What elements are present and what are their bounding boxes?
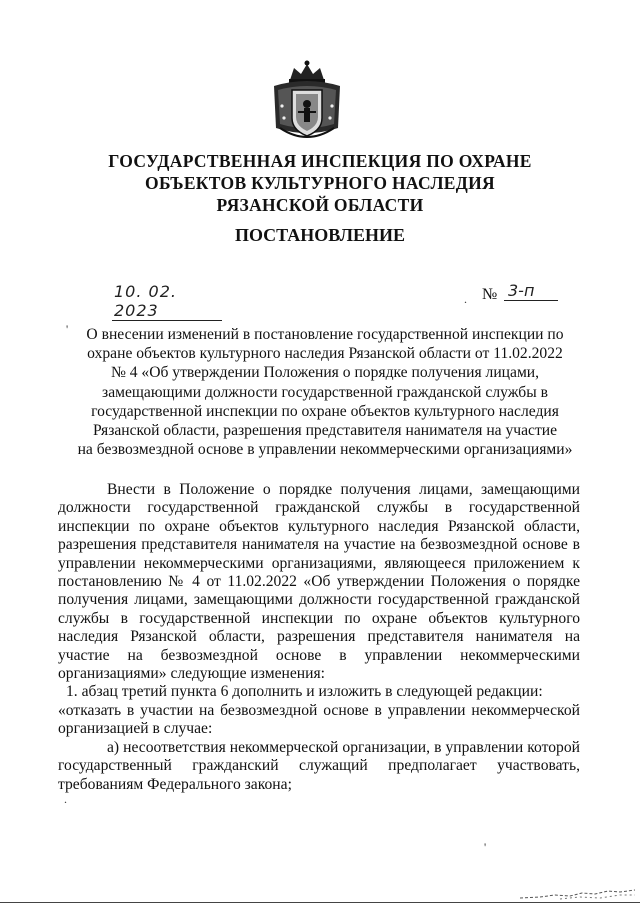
title-line: Рязанской области, разрешения представителя нанимателя на участие: [92, 422, 558, 440]
scan-bottom-edge: [0, 902, 640, 903]
intro-paragraph: Внести в Положение о порядке получения лицами, замещающими должности государственной гражданской службы в государственной инспекции по охране объектов культурного наследия Рязанской области, разрешения представителя нанимателя на участие на безвозмездной основе в управлении некоммерческими организациями, являющееся приложением к постановлению № 4 от 11.02.2022 «Об утверждении Положения о порядке получения лицами, замещающими должности государственной гражданской службы в государственной инспекции по охране объектов культурного наследия Рязанской области, разрешения представителя нанимателя на участие на безвозмездной основе в управлении некоммерческими организациями» следующие изменения:: [58, 481, 580, 683]
title-line: на безвозмездной основе в управлении некоммерческими организациями»: [77, 441, 573, 459]
document-date: 10. 02. 2023: [112, 282, 222, 321]
scan-speck: .: [464, 292, 467, 306]
document-number: 3-п: [504, 281, 558, 301]
document-body: [58, 481, 580, 794]
org-name-line: ОБЪЕКТОВ КУЛЬТУРНОГО НАСЛЕДИЯ: [145, 173, 495, 193]
scan-speck: .: [64, 792, 67, 806]
title-line: государственной инспекции по охране объектов культурного наследия: [91, 402, 559, 420]
quote-paragraph: «отказать в участии на безвозмездной основе в управлении некоммерческой организацией в случае:: [58, 701, 580, 738]
org-name-line: РЯЗАНСКОЙ ОБЛАСТИ: [216, 195, 424, 215]
title-line: № 4 «Об утверждении Положения о порядке получения лицами,: [110, 364, 540, 382]
ryazan-coat-of-arms-icon: [268, 60, 346, 146]
title-line: замещающими должности государственной гражданской службы в: [102, 383, 548, 401]
number-label: №: [482, 286, 498, 303]
title-line: О внесении изменений в постановление государственной инспекции по: [86, 326, 564, 343]
document-title: [60, 325, 590, 459]
scan-speck: ': [66, 322, 69, 336]
list-item: 1. абзац третий пункта 6 дополнить и изложить в следующей редакции:: [66, 683, 543, 701]
document-type: ПОСТАНОВЛЕНИЕ: [234, 225, 406, 245]
scan-edge-noise: [520, 886, 635, 900]
title-line: охране объектов культурного наследия Рязанской области от 11.02.2022: [87, 345, 563, 363]
organization-name: [0, 150, 640, 216]
scan-speck: ': [484, 840, 487, 854]
sub-item: а) несоответствия некоммерческой организации, в управлении которой государственный гражданский служащий предполагает участвовать, требованиям Федерального закона;: [58, 738, 580, 793]
org-name-line: ГОСУДАРСТВЕННАЯ ИНСПЕКЦИЯ ПО ОХРАНЕ: [108, 151, 532, 171]
